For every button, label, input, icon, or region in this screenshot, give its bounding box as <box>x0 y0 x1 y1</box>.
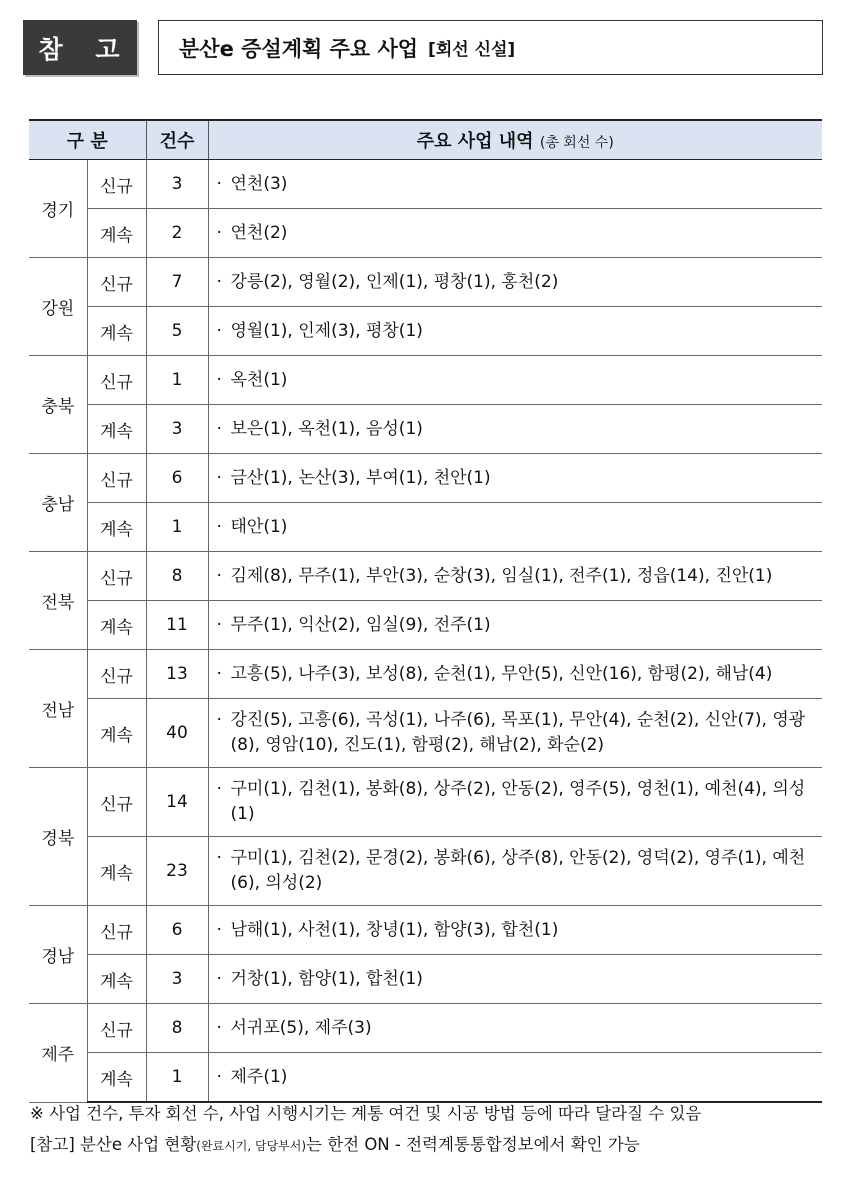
detail-text: 남해(1), 사천(1), 창녕(1), 함양(3), 합천(1) <box>230 919 559 940</box>
region-cell: 경기 <box>29 160 87 258</box>
detail-cell <box>208 1004 822 1053</box>
detail-text: 금산(1), 논산(3), 부여(1), 천안(1) <box>230 467 491 488</box>
count-cell: 8 <box>146 1004 208 1053</box>
header-count: 건수 <box>146 120 208 160</box>
notes <box>30 1098 830 1161</box>
note-reference-suffix: 는 한전 ON - 전력계통통합정보에서 확인 가능 <box>306 1135 640 1155</box>
count-cell: 3 <box>146 160 208 209</box>
detail-text: 연천(2) <box>230 222 288 243</box>
detail-cell <box>208 356 822 405</box>
title-text: 분산e 증설계획 주요 사업 <box>179 36 419 61</box>
detail-cell <box>208 405 822 454</box>
count-cell: 23 <box>146 837 208 906</box>
count-cell: 5 <box>146 307 208 356</box>
detail-cell <box>208 258 822 307</box>
type-cell: 계속 <box>87 699 146 768</box>
detail-text: 거창(1), 함양(1), 합천(1) <box>230 968 423 989</box>
type-cell: 신규 <box>87 768 146 837</box>
detail-cell <box>208 552 822 601</box>
reference-badge: 참 고 <box>23 20 137 75</box>
header-division: 구 분 <box>29 120 146 160</box>
bullet-icon: · <box>216 919 222 940</box>
detail-cell <box>208 307 822 356</box>
bullet-icon: · <box>216 565 222 586</box>
note-reference-prefix: [참고] 분산e 사업 현황 <box>30 1135 197 1155</box>
detail-text: 영월(1), 인제(3), 평창(1) <box>230 320 423 341</box>
bullet-icon: · <box>216 369 222 390</box>
table-row <box>29 699 822 768</box>
count-cell: 40 <box>146 699 208 768</box>
detail-cell <box>208 160 822 209</box>
detail-cell <box>208 955 822 1004</box>
count-cell: 6 <box>146 454 208 503</box>
table-row <box>29 356 822 405</box>
detail-text: 태안(1) <box>230 516 288 537</box>
region-cell: 강원 <box>29 258 87 356</box>
count-cell: 13 <box>146 650 208 699</box>
bullet-icon: · <box>216 418 222 439</box>
table-row <box>29 454 822 503</box>
detail-cell <box>208 906 822 955</box>
detail-text: 연천(3) <box>230 173 288 194</box>
region-cell: 경북 <box>29 768 87 906</box>
note-reference <box>30 1129 830 1160</box>
detail-cell <box>208 1053 822 1103</box>
count-cell: 1 <box>146 356 208 405</box>
table-row <box>29 955 822 1004</box>
count-cell: 1 <box>146 1053 208 1103</box>
table-row <box>29 552 822 601</box>
table-row <box>29 258 822 307</box>
detail-cell <box>208 454 822 503</box>
bullet-icon: · <box>216 467 222 488</box>
type-cell: 계속 <box>87 955 146 1004</box>
detail-cell <box>208 768 822 837</box>
detail-cell <box>208 837 822 906</box>
note-disclaimer: ※ 사업 건수, 투자 회선 수, 사업 시행시기는 계통 여건 및 시공 방법 등에 따라 달라질 수 있음 <box>30 1104 702 1123</box>
header-detail-label: 주요 사업 내역 <box>416 131 534 152</box>
type-cell: 신규 <box>87 454 146 503</box>
header-detail-hint: (총 회선 수) <box>539 135 614 151</box>
table-body <box>29 160 822 1103</box>
count-cell: 1 <box>146 503 208 552</box>
table-row <box>29 650 822 699</box>
bullet-icon: · <box>216 663 222 684</box>
bullet-icon: · <box>216 320 222 341</box>
detail-text: 강진(5), 고흥(6), 곡성(1), 나주(6), 목포(1), 무안(4), 순천(2), 신안(7), 영광(8), 영암(10), 진도(1), 함평(2), 해남(2), 화순(2) <box>230 710 806 755</box>
count-cell: 11 <box>146 601 208 650</box>
detail-text: 무주(1), 익산(2), 임실(9), 전주(1) <box>230 614 491 635</box>
table-row <box>29 307 822 356</box>
page-title <box>158 20 823 75</box>
detail-cell <box>208 699 822 768</box>
type-cell: 계속 <box>87 307 146 356</box>
bullet-icon: · <box>216 614 222 635</box>
detail-text: 김제(8), 무주(1), 부안(3), 순창(3), 임실(1), 전주(1), 정읍(14), 진안(1) <box>230 565 773 586</box>
type-cell: 계속 <box>87 209 146 258</box>
region-cell: 전북 <box>29 552 87 650</box>
type-cell: 계속 <box>87 601 146 650</box>
table-row <box>29 768 822 837</box>
bullet-icon: · <box>216 848 222 869</box>
table-row <box>29 160 822 209</box>
count-cell: 14 <box>146 768 208 837</box>
header-detail <box>208 120 822 160</box>
table-row <box>29 503 822 552</box>
detail-cell <box>208 601 822 650</box>
detail-text: 옥천(1) <box>230 369 288 390</box>
detail-text: 강릉(2), 영월(2), 인제(1), 평창(1), 홍천(2) <box>230 271 559 292</box>
table-row <box>29 1053 822 1103</box>
count-cell: 7 <box>146 258 208 307</box>
region-cell: 충북 <box>29 356 87 454</box>
detail-cell <box>208 503 822 552</box>
bullet-icon: · <box>216 1066 222 1087</box>
type-cell: 계속 <box>87 503 146 552</box>
type-cell: 신규 <box>87 906 146 955</box>
region-cell: 충남 <box>29 454 87 552</box>
bullet-icon: · <box>216 271 222 292</box>
detail-text: 서귀포(5), 제주(3) <box>230 1017 372 1038</box>
count-cell: 6 <box>146 906 208 955</box>
region-cell: 전남 <box>29 650 87 768</box>
table-row <box>29 837 822 906</box>
detail-text: 보은(1), 옥천(1), 음성(1) <box>230 418 423 439</box>
type-cell: 신규 <box>87 258 146 307</box>
count-cell: 3 <box>146 405 208 454</box>
type-cell: 신규 <box>87 160 146 209</box>
type-cell: 계속 <box>87 1053 146 1103</box>
bullet-icon: · <box>216 968 222 989</box>
title-subtitle: [회선 신설] <box>428 40 516 60</box>
bullet-icon: · <box>216 516 222 537</box>
table-row <box>29 601 822 650</box>
table-row <box>29 906 822 955</box>
type-cell: 계속 <box>87 405 146 454</box>
table-row <box>29 209 822 258</box>
count-cell: 8 <box>146 552 208 601</box>
bullet-icon: · <box>216 710 222 731</box>
detail-text: 고흥(5), 나주(3), 보성(8), 순천(1), 무안(5), 신안(16), 함평(2), 해남(4) <box>230 663 773 684</box>
table-row <box>29 1004 822 1053</box>
bullet-icon: · <box>216 1017 222 1038</box>
bullet-icon: · <box>216 779 222 800</box>
type-cell: 신규 <box>87 356 146 405</box>
region-cell: 경남 <box>29 906 87 1004</box>
note-reference-small: (완료시기, 담당부서) <box>196 1139 307 1154</box>
bullet-icon: · <box>216 222 222 243</box>
type-cell: 신규 <box>87 1004 146 1053</box>
table-row <box>29 405 822 454</box>
bullet-icon: · <box>216 173 222 194</box>
detail-text: 구미(1), 김천(1), 봉화(8), 상주(2), 안동(2), 영주(5), 영천(1), 예천(4), 의성(1) <box>230 779 806 824</box>
project-table <box>29 119 822 1103</box>
table-header-row <box>29 120 822 160</box>
count-cell: 3 <box>146 955 208 1004</box>
type-cell: 계속 <box>87 837 146 906</box>
detail-text: 구미(1), 김천(2), 문경(2), 봉화(6), 상주(8), 안동(2), 영덕(2), 영주(1), 예천(6), 의성(2) <box>230 848 806 893</box>
detail-cell <box>208 650 822 699</box>
count-cell: 2 <box>146 209 208 258</box>
detail-cell <box>208 209 822 258</box>
type-cell: 신규 <box>87 552 146 601</box>
region-cell: 제주 <box>29 1004 87 1103</box>
type-cell: 신규 <box>87 650 146 699</box>
detail-text: 제주(1) <box>230 1066 288 1087</box>
